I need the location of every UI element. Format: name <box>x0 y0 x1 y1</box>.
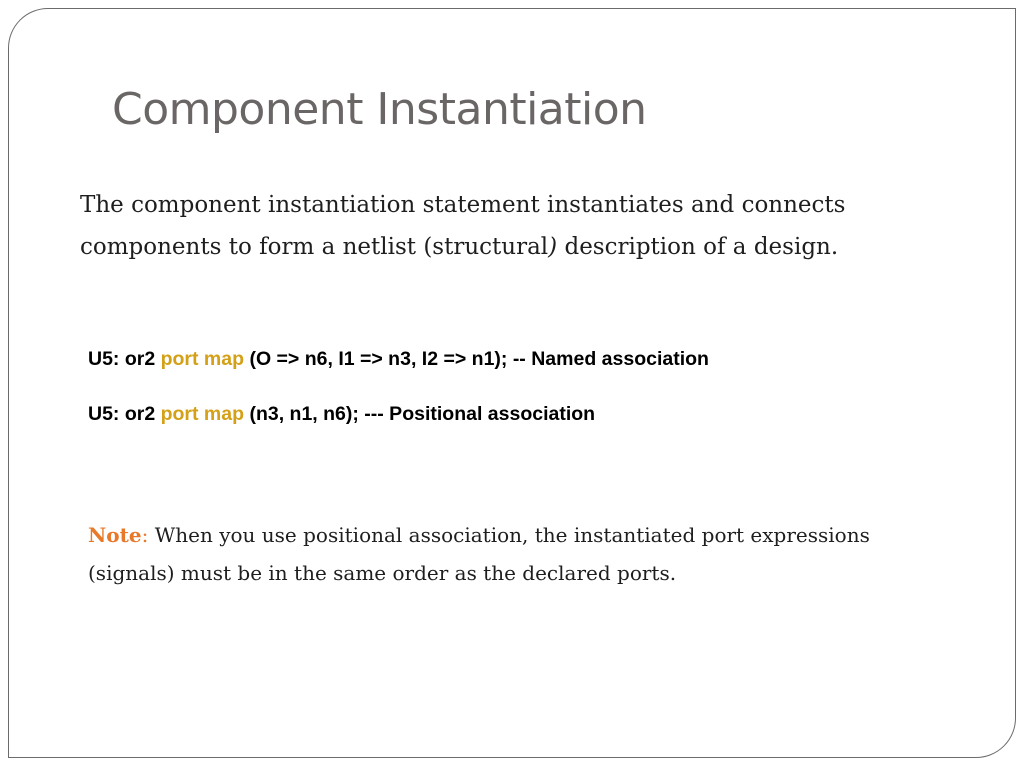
intro-text-main: The component instantiation statement instantiates and connects components to form a netlist (structural <box>80 192 846 260</box>
code-prefix: U5: or2 <box>88 403 161 425</box>
code-suffix: (O => n6, I1 => n3, I2 => n1); -- Named association <box>244 348 709 370</box>
note-label: Note <box>88 523 142 547</box>
note-colon: : <box>141 523 149 547</box>
code-keyword: port map <box>160 348 245 370</box>
note-text: When you use positional association, the instantiated port expressions (signals) must be in the same order as the declared ports. <box>88 523 870 585</box>
intro-paragraph <box>80 184 960 268</box>
code-keyword: port map <box>160 403 245 425</box>
note-paragraph <box>88 516 948 592</box>
intro-text-end: description of a design. <box>557 234 839 260</box>
code-line-positional-association <box>88 403 595 426</box>
slide-title: Component Instantiation <box>112 84 647 135</box>
intro-text-paren: ) <box>548 234 558 260</box>
code-prefix: U5: or2 <box>88 348 161 370</box>
code-line-named-association <box>88 348 709 371</box>
code-suffix: (n3, n1, n6); --- Positional association <box>244 403 596 425</box>
